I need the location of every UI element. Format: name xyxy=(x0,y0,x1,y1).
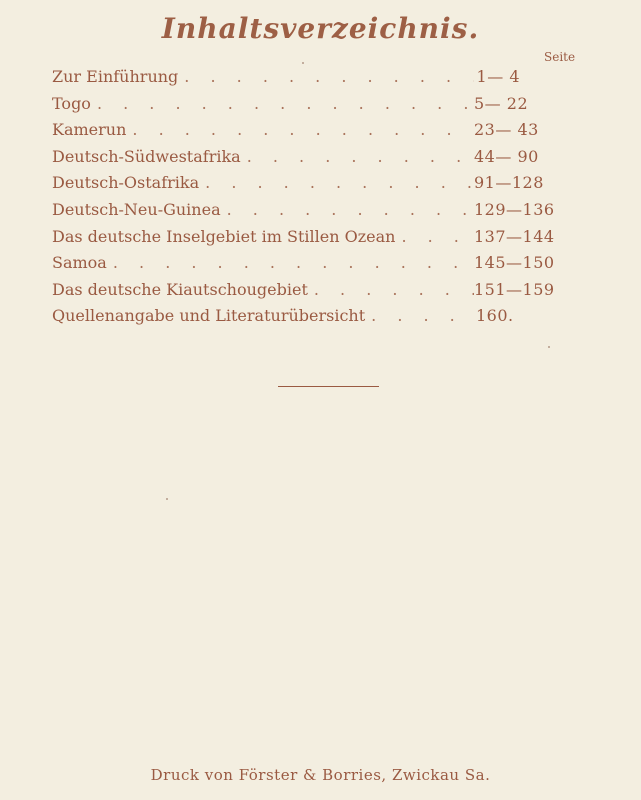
paper-speck xyxy=(302,62,304,64)
toc-entry-label: Deutsch-Ostafrika xyxy=(52,173,200,193)
toc-leader-dots xyxy=(365,303,474,330)
toc-entry-label: Samoa xyxy=(52,253,107,273)
toc-entry-pages: 160. xyxy=(476,306,514,326)
toc-entry xyxy=(52,170,564,197)
toc-entry-pages: 129—136 xyxy=(474,199,555,219)
toc-entry xyxy=(52,250,564,277)
toc-leader-dots xyxy=(241,144,474,171)
toc-leader-dots xyxy=(178,64,474,91)
toc-entry xyxy=(52,303,564,330)
toc-entry xyxy=(52,117,564,144)
paper-speck xyxy=(548,346,550,348)
toc-entry-pages: 5— 22 xyxy=(474,93,529,113)
toc-leader-dots xyxy=(91,91,474,118)
toc-leader-dots xyxy=(199,170,474,197)
toc-entry-pages: 145—150 xyxy=(474,253,555,273)
page-title: Inhaltsverzeichnis. xyxy=(161,12,480,45)
toc-entry xyxy=(52,224,564,251)
toc-entry-label: Kamerun xyxy=(52,120,127,140)
toc-leader-dots xyxy=(395,224,474,251)
toc-entry xyxy=(52,197,564,224)
toc-entry xyxy=(52,91,564,118)
toc-leader-dots xyxy=(221,197,474,224)
toc-entry-pages: 1— 4 xyxy=(476,67,520,86)
toc-entry-label: Das deutsche Inselgebiet im Stillen Ozean xyxy=(52,226,396,246)
horizontal-divider xyxy=(278,386,379,387)
toc-leader-dots xyxy=(308,277,474,304)
toc-entry-label: Zur Einführung xyxy=(52,67,179,86)
toc-entry-pages: 151—159 xyxy=(474,279,555,299)
toc-entry-label: Deutsch-Neu-Guinea xyxy=(52,199,221,219)
toc-entry-label: Das deutsche Kiautschougebiet xyxy=(52,279,308,299)
toc-entry-label: Quellenangabe und Literaturübersicht xyxy=(52,306,366,326)
toc-entry xyxy=(52,64,564,91)
page-column-label: Seite xyxy=(544,50,576,64)
toc-entry-label: Deutsch-Südwestafrika xyxy=(52,146,241,166)
toc-entry xyxy=(52,144,564,171)
toc-entry-pages: 23— 43 xyxy=(474,120,539,140)
toc-leader-dots xyxy=(107,250,474,277)
toc-entry-label: Togo xyxy=(52,93,91,113)
toc-entry-pages: 137—144 xyxy=(474,226,555,246)
table-of-contents xyxy=(52,64,564,330)
toc-entry-pages: 91—128 xyxy=(474,173,544,193)
printer-imprint: Druck von Förster & Borries, Zwickau Sa. xyxy=(150,766,491,784)
toc-leader-dots xyxy=(126,117,474,144)
paper-speck xyxy=(166,498,168,500)
toc-entry xyxy=(52,277,564,304)
toc-entry-pages: 44— 90 xyxy=(474,146,539,166)
